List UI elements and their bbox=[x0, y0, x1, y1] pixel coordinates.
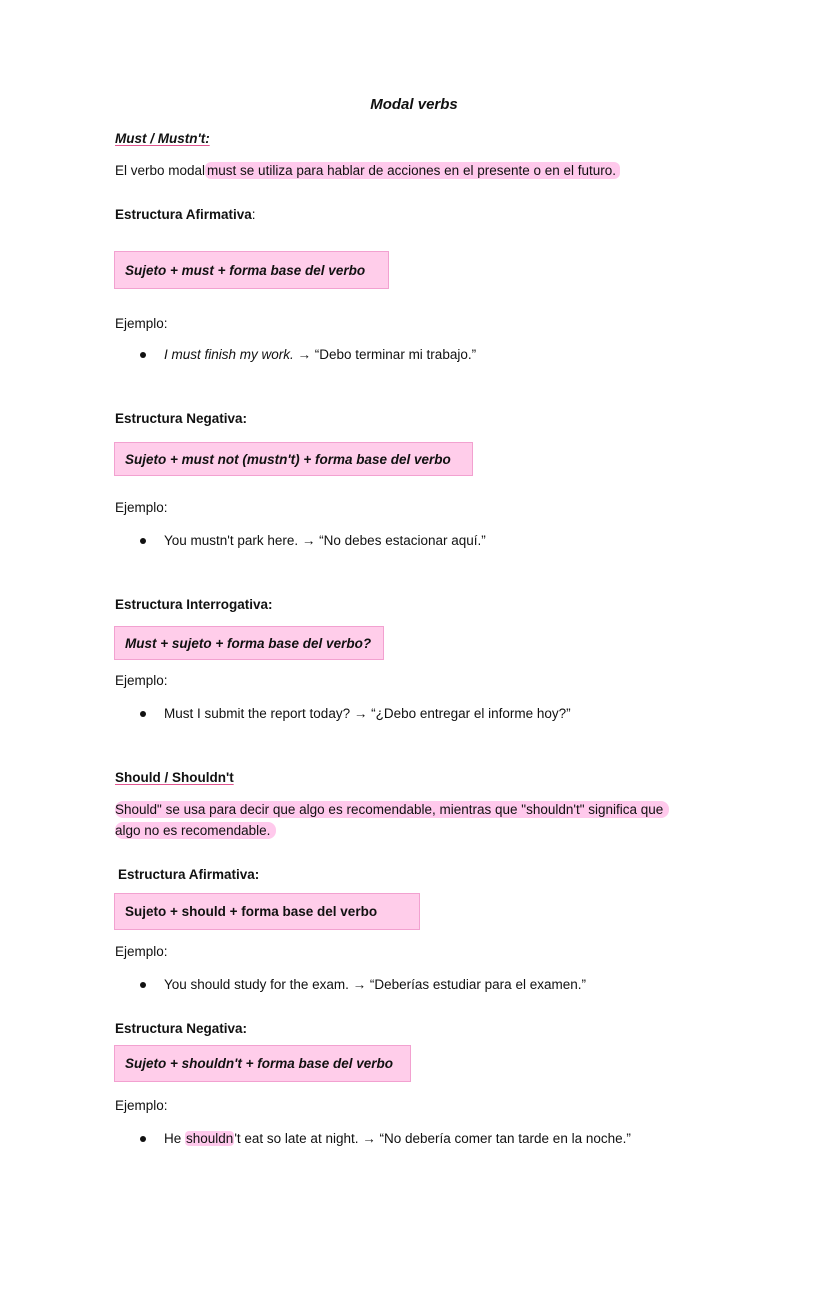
must-affirmative-example bbox=[164, 347, 476, 362]
should-heading: Should / Shouldn't bbox=[115, 770, 234, 785]
example-label: Ejemplo: bbox=[115, 500, 168, 515]
must-negative-label: Estructura Negativa: bbox=[115, 411, 248, 426]
bullet-icon bbox=[140, 352, 146, 358]
bullet-icon bbox=[140, 538, 146, 544]
example-spanish: → “Debo terminar mi trabajo.” bbox=[293, 347, 477, 362]
must-negative-example: You mustn't park here. → “No debes estacionar aquí.” bbox=[164, 533, 486, 548]
example-label: Ejemplo: bbox=[115, 316, 168, 331]
affirmative-label-colon: : bbox=[251, 207, 256, 222]
must-intro bbox=[115, 163, 620, 178]
formula-text: Sujeto + must not (mustn't) + forma base del verbo bbox=[125, 451, 451, 467]
should-intro-line1: Should" se usa para decir que algo es recomendable, mientras que "shouldn't" significa que bbox=[115, 801, 669, 818]
example-rest: 't eat so late at night. → “No debería comer tan tarde en la noche.” bbox=[234, 1131, 631, 1146]
formula-text: Must + sujeto + forma base del verbo? bbox=[125, 635, 372, 651]
should-affirmative-label: Estructura Afirmativa: bbox=[118, 867, 260, 882]
must-affirmative-formula bbox=[114, 251, 389, 289]
must-interrogative-formula bbox=[114, 626, 384, 660]
should-negative-example bbox=[164, 1131, 631, 1146]
bullet-icon bbox=[140, 982, 146, 988]
bullet-icon bbox=[140, 1136, 146, 1142]
example-label: Ejemplo: bbox=[115, 673, 168, 688]
should-negative-formula bbox=[114, 1045, 411, 1082]
formula-text: Sujeto + shouldn't + forma base del verbo bbox=[125, 1056, 394, 1071]
example-english: I must finish my work. bbox=[164, 347, 294, 362]
formula-text: Sujeto + must + forma base del verbo bbox=[125, 262, 366, 278]
should-negative-label: Estructura Negativa: bbox=[115, 1021, 248, 1036]
must-interrogative-example: Must I submit the report today? → “¿Debo entregar el informe hoy?” bbox=[164, 706, 571, 721]
should-intro-line2: algo no es recomendable. bbox=[115, 822, 276, 839]
must-intro-highlight: must se utiliza para hablar de acciones en el presente o en el futuro. bbox=[205, 162, 620, 179]
must-heading: Must / Mustn't: bbox=[115, 131, 210, 146]
example-prefix: He bbox=[164, 1131, 186, 1146]
example-label: Ejemplo: bbox=[115, 1098, 168, 1113]
must-interrogative-label: Estructura Interrogativa: bbox=[115, 597, 273, 612]
should-intro bbox=[115, 799, 669, 841]
formula-text: Sujeto + should + forma base del verbo bbox=[125, 904, 378, 919]
page-title: Modal verbs bbox=[370, 96, 458, 113]
should-affirmative-example: You should study for the exam. → “Deberías estudiar para el examen.” bbox=[164, 977, 586, 992]
example-highlight: shouldn bbox=[186, 1131, 234, 1146]
should-affirmative-formula bbox=[114, 893, 420, 930]
must-negative-formula bbox=[114, 442, 473, 476]
bullet-icon bbox=[140, 711, 146, 717]
must-affirmative-label bbox=[115, 207, 256, 222]
affirmative-label-text: Estructura Afirmativa bbox=[115, 207, 252, 222]
example-label: Ejemplo: bbox=[115, 944, 168, 959]
must-intro-prefix: El verbo modal bbox=[115, 163, 206, 178]
